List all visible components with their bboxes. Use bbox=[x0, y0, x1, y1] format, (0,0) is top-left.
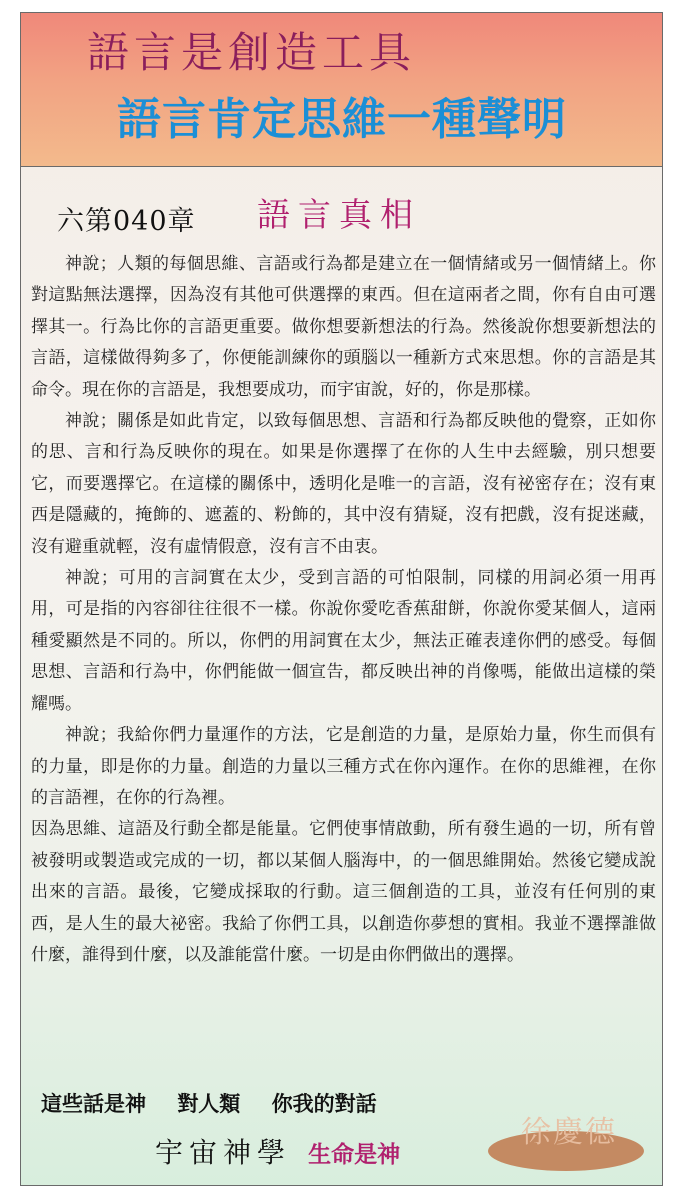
footer-brand-row bbox=[155, 1131, 400, 1171]
footer-tagline bbox=[41, 1088, 401, 1118]
brand-name: 宇宙神學 bbox=[155, 1136, 292, 1169]
header-banner bbox=[21, 13, 662, 167]
chapter-number: 六第040章 bbox=[57, 206, 196, 237]
main-title: 語言是創造工具 bbox=[87, 28, 417, 77]
paragraph: 神說；關係是如此肯定，以致每個思想、言語和行為都反映他的覺察，正如你的思、言和行為反映你的現在。如果是你選擇了在你的人生中去經驗，別只想要它，而要選擇它。在這樣的關係中，透明化是唯一的言語，沒有祕密存在；沒有東西是隱藏的，掩飾的、遮蓋的、粉飾的，其中沒有猜疑，沒有把戲，沒有捉迷藏，沒有避重就輕，沒有虛情假意，沒有言不由衷。 bbox=[31, 411, 656, 557]
paragraph: 因為思維、這語及行動全都是能量。它們使事情啟動，所有發生過的一切，所有曾被發明或製造或完成的一切，都以某個人腦海中，的一個思維開始。然後它變成說出來的言語。最後，它變成採取的行動。這三個創造的工具，並沒有任何別的東西，是人生的最大祕密。我給了你們工具，以創造你夢想的實相。我並不選擇誰做什麼，誰得到什麼，以及誰能當什麼。一切是由你們做出的選擇。 bbox=[31, 819, 656, 965]
tagline-part: 對人類 bbox=[177, 1091, 241, 1116]
paragraph: 神說；我給你們力量運作的方法，它是創造的力量，是原始力量，你生而俱有的力量，即是你的力量。創造的力量以三種方式在你內運作。在你的思維裡，在你的言語裡，在你的行為裡。 bbox=[31, 725, 656, 808]
paragraph: 神說；可用的言詞實在太少，受到言語的可怕限制，同樣的用詞必須一用再用，可是指的內容卻往往很不一樣。你說你愛吃香蕉甜餅，你說你愛某個人，這兩種愛顯然是不同的。所以，你們的用詞實在太少，無法正確表達你們的感受。每個思想、言語和行為中，你們能做一個宣告，都反映出神的肖像嗎，能做出這樣的榮耀嗎。 bbox=[31, 568, 656, 714]
brand-slogan: 生命是神 bbox=[308, 1141, 401, 1168]
tagline-part: 你我的對話 bbox=[271, 1091, 377, 1116]
author-signature: 徐慶德 bbox=[521, 1115, 617, 1150]
paragraph: 神說；人類的每個思維、言語或行為都是建立在一個情緒或另一個情緒上。你對這點無法選擇，因為沒有其他可供選擇的東西。但在這兩者之間，你有自由可選擇其一。行為比你的言語更重要。做你想要新想法的行為。然後說你想要新想法的言語，這樣做得夠多了，你便能訓練你的頭腦以一種新方式來思想。你的言語是其命令。現在你的言語是，我想要成功，而宇宙說，好的，你是那樣。 bbox=[31, 254, 656, 400]
page-frame bbox=[20, 12, 663, 1186]
article-body bbox=[31, 249, 656, 971]
subtitle: 語言肯定思維一種聲明 bbox=[117, 94, 567, 145]
chapter-title: 語言真相 bbox=[257, 195, 421, 234]
tagline-part: 這些話是神 bbox=[41, 1091, 146, 1116]
